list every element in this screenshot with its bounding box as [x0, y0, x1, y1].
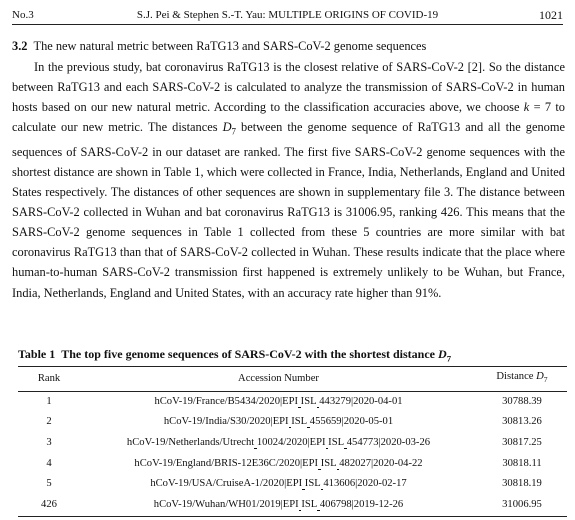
distance-cell: 30788.39	[502, 395, 542, 407]
body-paragraph	[12, 57, 565, 303]
table-body	[18, 391, 567, 516]
table-header-row	[18, 367, 567, 392]
rank-cell: 3	[46, 437, 52, 449]
running-title: S.J. Pei & Stephen S.-T. Yau: MULTIPLE ORIGINS OF COVID-19	[136, 9, 439, 21]
table-row	[18, 433, 567, 454]
distance-table	[18, 366, 567, 517]
column-header-rank: Rank	[37, 372, 61, 384]
rank-cell: 5	[46, 478, 52, 490]
header-rule	[12, 24, 563, 25]
section-title: The new natural metric between RaTG13 and SARS-CoV-2 genome sequences	[33, 39, 427, 53]
distance-cell: 30813.26	[502, 416, 542, 428]
column-header-accession: Accession Number	[238, 372, 319, 384]
rank-cell: 1	[46, 395, 52, 407]
rank-cell: 426	[41, 499, 57, 511]
running-header	[12, 6, 563, 24]
distance-cell: 30817.25	[502, 437, 542, 449]
table-row	[18, 391, 567, 412]
accession-cell: hCoV-19/Netherlands/Utrecht 10024/2020|EPI ISL 454773|2020-03-26	[126, 437, 431, 449]
body-paragraph-text: In the previous study, bat coronavirus RaTG13 is the closest relative of SARS-CoV-2 [2]. So the distance between RaTG13 and each SARS-CoV-2 is calculated to analyze the transmission of SARS-CoV-2 in human hosts based on our new natural metric. According to the classification accuracies above, we choose k = 7 to calculate our new metric. The distances $D_7$ between the genome sequence of RaTG13 and all the genome sequences of SARS-CoV-2 in our dataset are ranked. The first five SARS-CoV-2 genome sequences with the shortest distance are shown in Table 1, which were collected in France, India, Netherlands, England and United States respectively. The distances of other sequences are shown in supplementary file 3. The distance between SARS-CoV-2 collected in Wuhan and bat coronavirus RaTG13 is 31006.95, ranking 426. This means that the SARS-CoV-2 genome sequences in Table 1 collected from these 5 countries are more similar with bat coronavirus RaTG13 than that of SARS-CoV-2 collected in Wuhan. These results indicate that the place where human-to-human SARS-CoV-2 transmission first happened is extremely unlikely to be Wuhan, but France, India, Netherlands, England and United States, with an accuracy rate higher than 91%.	[12, 60, 565, 300]
rank-cell: 2	[46, 416, 52, 428]
distance-cell: 30818.11	[502, 457, 542, 469]
column-header-distance: Distance $D_7$	[496, 371, 548, 385]
table-label: Table 1	[18, 347, 56, 361]
table-row	[18, 474, 567, 495]
accession-cell: hCoV-19/Wuhan/WH01/2019|EPI ISL 406798|2019-12-26	[153, 499, 404, 511]
page-number: 1021	[539, 8, 563, 22]
distance-cell: 30818.19	[502, 478, 542, 490]
accession-cell: hCoV-19/England/BRIS-12E36C/2020|EPI ISL 482027|2020-04-22	[134, 457, 423, 469]
section-heading	[12, 37, 426, 55]
table-row	[18, 412, 567, 433]
table-caption-text: The top five genome sequences of SARS-CoV-2 with the shortest distance $D_7$	[61, 347, 451, 364]
accession-cell: hCoV-19/USA/CruiseA-1/2020|EPI ISL 413606|2020-02-17	[150, 478, 407, 490]
table-row	[18, 495, 567, 516]
table-caption	[18, 345, 567, 367]
section-number: 3.2	[12, 39, 28, 53]
journal-issue: No.3	[12, 9, 34, 21]
distance-cell: 31006.95	[502, 499, 542, 511]
rank-cell: 4	[46, 457, 52, 469]
table-row	[18, 454, 567, 475]
accession-cell: hCoV-19/France/B5434/2020|EPI ISL 443279|2020-04-01	[154, 395, 403, 407]
accession-cell: hCoV-19/India/S30/2020|EPI ISL 455659|2020-05-01	[163, 416, 394, 428]
